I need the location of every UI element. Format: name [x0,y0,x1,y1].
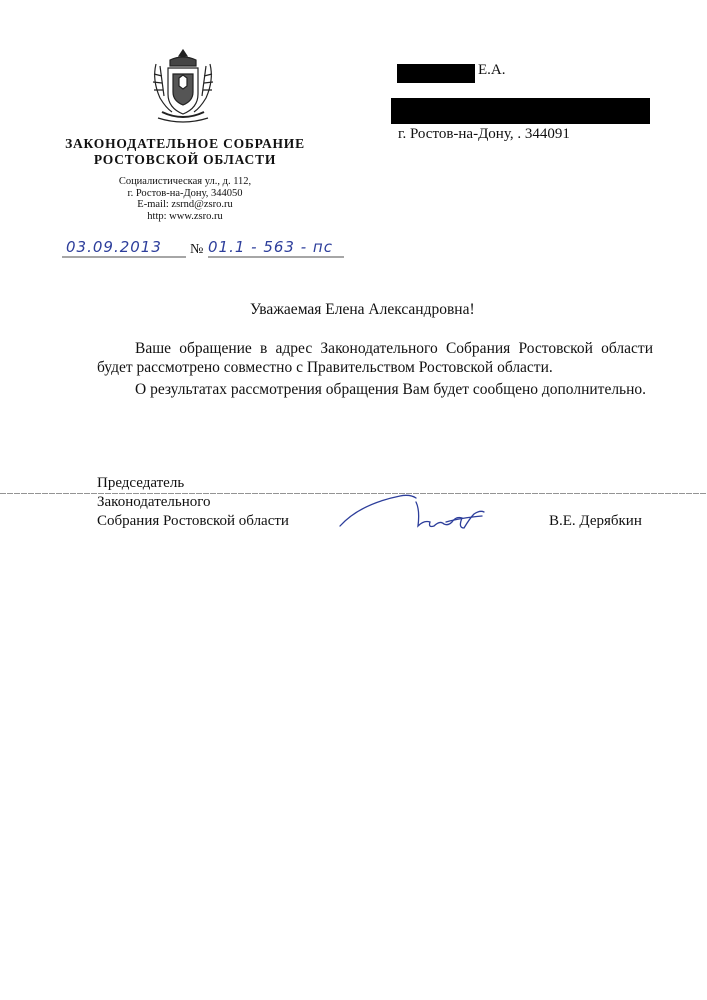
organization-name [40,136,330,168]
coat-of-arms-icon [148,46,218,124]
recipient-initials: Е.А. [478,62,506,78]
recipient-city: г. Ростов-на-Дону, . 344091 [398,126,570,142]
recipient-name-redaction [397,64,475,83]
signer-title [97,474,289,531]
organization-name-line1: ЗАКОНОДАТЕЛЬНОЕ СОБРАНИЕ [65,136,305,151]
signer-name: В.Е. Дерябкин [549,513,642,529]
registration-number: 01.1 - 563 - пс [208,238,333,256]
paragraph-2: О результатах рассмотрения обращения Вам будет сообщено дополнительно. [135,381,647,398]
organization-name-line2: РОСТОВСКОЙ ОБЛАСТИ [93,152,277,167]
registration-number-prefix: № [190,242,204,257]
address-street: Социалистическая ул., д. 112, [118,176,252,187]
salutation: Уважаемая Елена Александровна! [250,301,475,318]
address-email: E-mail: zsrnd@zsro.ru [137,199,233,210]
paragraph-1: Ваше обращение в адрес Законодательного Собрания Ростовской области будет рассмотрено совместно с Правительством Ростовской области. [97,340,653,376]
handwritten-signature [336,492,498,542]
recipient-address-redaction [391,98,650,124]
address-web: http: www.zsro.ru [147,210,223,222]
organization-address [90,176,280,222]
registration-date: 03.09.2013 [66,238,162,256]
signer-title-line3: Собрания Ростовской области [97,513,289,529]
signer-title-line1: Председатель [97,475,185,491]
registration-line [62,234,347,264]
signer-title-line2: Законодательного [97,494,211,510]
address-city: г. Ростов-на-Дону, 344050 [127,187,243,199]
